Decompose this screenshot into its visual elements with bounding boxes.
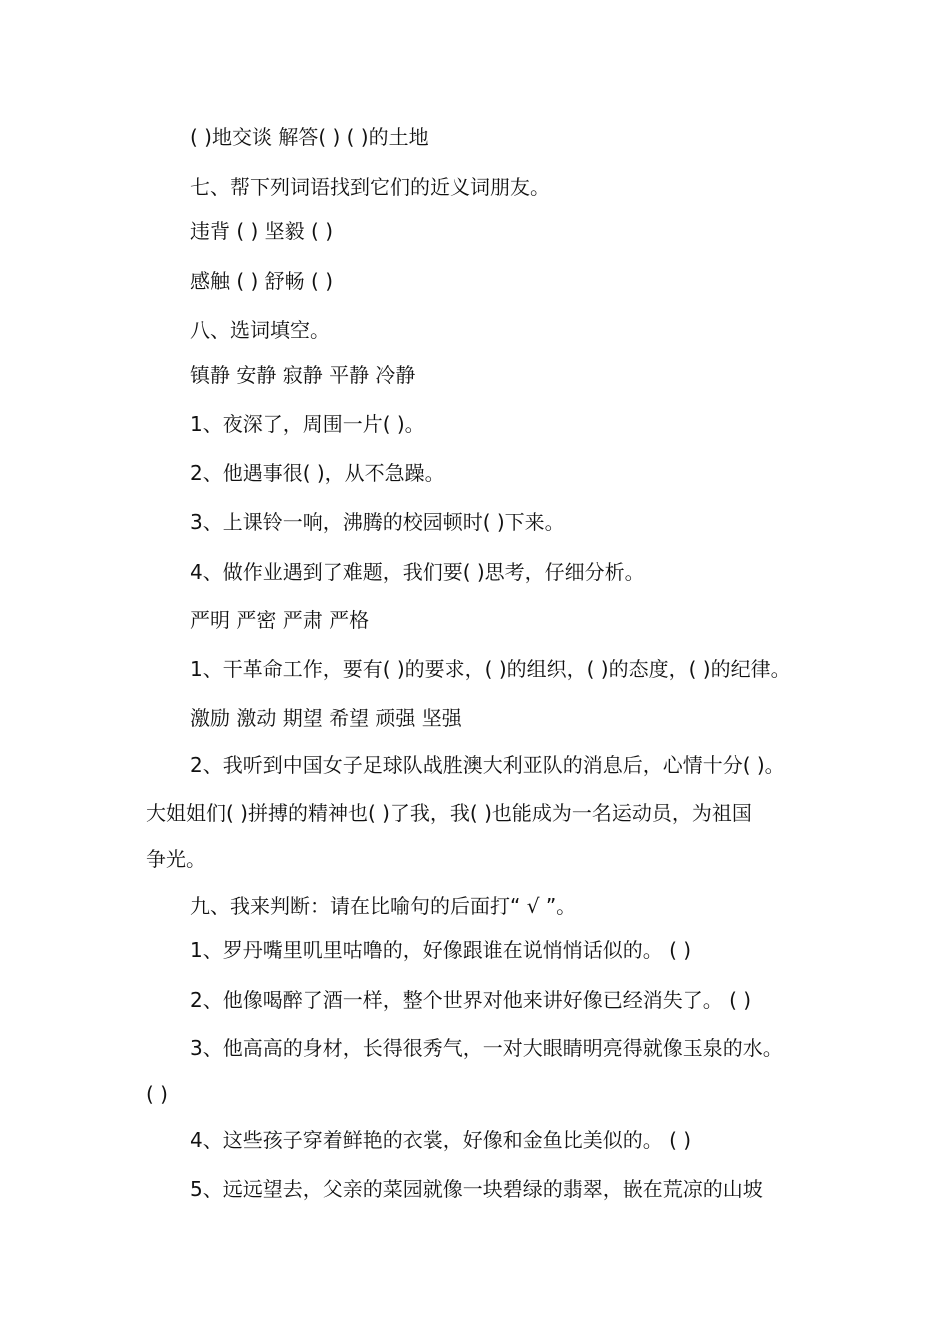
judge-question: 5、远远望去，父亲的菜园就像一块碧绿的翡翠，嵌在荒凉的山坡 bbox=[190, 1177, 763, 1201]
fill-question: 2、我听到中国女子足球队战胜澳大利亚队的消息后，心情十分( )。 bbox=[190, 753, 785, 777]
fill-question: 3、上课铃一响，沸腾的校园顿时( )下来。 bbox=[190, 510, 565, 534]
judge-question-continued: ( ) bbox=[146, 1082, 168, 1106]
fill-question: 2、他遇事很( )，从不急躁。 bbox=[190, 461, 445, 485]
synonym-line-2: 感触 ( ) 舒畅 ( ) bbox=[190, 269, 333, 293]
section-heading-eight: 八、选词填空。 bbox=[190, 318, 330, 342]
judge-question: 2、他像喝醉了酒一样，整个世界对他来讲好像已经消失了。 ( ) bbox=[190, 988, 752, 1012]
section-heading-seven: 七、帮下列词语找到它们的近义词朋友。 bbox=[190, 175, 550, 199]
fill-question-continued: 大姐姐们( )拼搏的精神也( )了我，我( )也能成为一名运动员，为祖国 bbox=[146, 801, 752, 825]
judge-question: 4、这些孩子穿着鲜艳的衣裳，好像和金鱼比美似的。 ( ) bbox=[190, 1128, 692, 1152]
exercise-line-blanks: ( )地交谈 解答( ) ( )的土地 bbox=[190, 125, 429, 149]
fill-question: 1、夜深了，周围一片( )。 bbox=[190, 412, 425, 436]
word-bank-3: 激励 激动 期望 希望 顽强 坚强 bbox=[190, 706, 462, 730]
word-bank-2: 严明 严密 严肃 严格 bbox=[190, 608, 370, 632]
section-heading-nine: 九、我来判断：请在比喻句的后面打“ √ ”。 bbox=[190, 894, 577, 918]
word-bank-1: 镇静 安静 寂静 平静 冷静 bbox=[190, 363, 416, 387]
judge-question: 3、他高高的身材，长得很秀气，一对大眼睛明亮得就像玉泉的水。 bbox=[190, 1036, 783, 1060]
judge-question: 1、罗丹嘴里叽里咕噜的，好像跟谁在说悄悄话似的。 ( ) bbox=[190, 938, 692, 962]
fill-question-continued: 争光。 bbox=[146, 847, 206, 871]
fill-question: 4、做作业遇到了难题，我们要( )思考，仔细分析。 bbox=[190, 560, 645, 584]
synonym-line-1: 违背 ( ) 坚毅 ( ) bbox=[190, 219, 333, 243]
fill-question: 1、干革命工作，要有( )的要求，( )的组织，( )的态度，( )的纪律。 bbox=[190, 657, 791, 681]
